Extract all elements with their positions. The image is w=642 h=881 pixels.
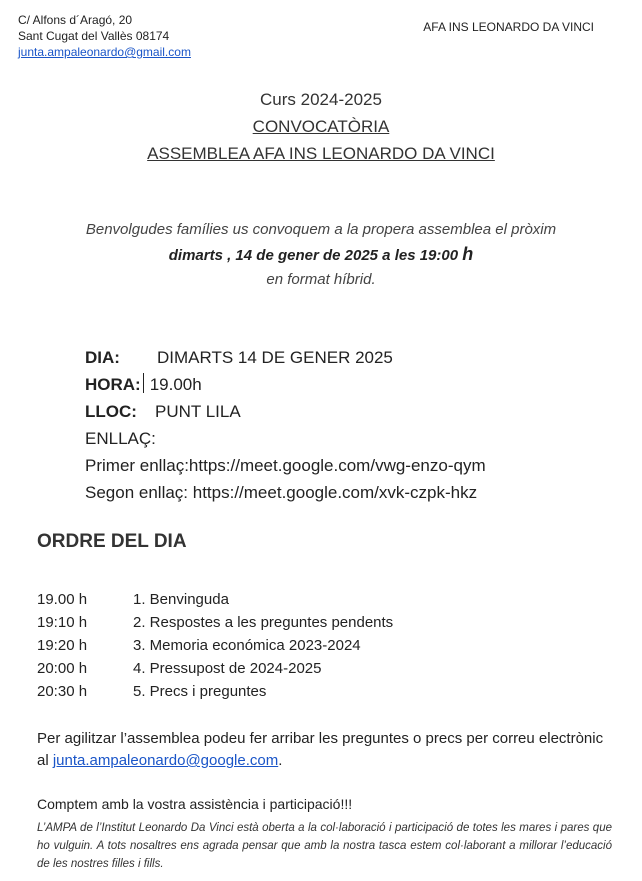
agenda-text: 1. Benvinguda [133, 591, 229, 608]
lloc-label: LLOC: [85, 402, 137, 421]
intro-paragraph [0, 218, 642, 292]
agenda-item [37, 680, 393, 703]
agenda-list [37, 588, 393, 703]
agenda-time: 19:20 h [37, 637, 88, 654]
detail-dia [85, 344, 486, 371]
document-subtitle: ASSEMBLEA AFA INS LEONARDO DA VINCI [147, 144, 495, 163]
address-street: C/ Alfons d´Aragó, 20 [18, 13, 133, 27]
dia-value: DIMARTS 14 DE GENER 2025 [157, 348, 393, 367]
agenda-time: 19:10 h [37, 614, 88, 631]
intro-format: en format híbrid. [266, 271, 376, 288]
agenda-text: 2. Respostes a les preguntes pendents [133, 614, 394, 631]
meet-link-1: Primer enllaç:https://meet.google.com/vwg-enzo-qym [85, 456, 486, 475]
hora-value: 19.00h [149, 375, 202, 394]
detail-lloc [85, 398, 486, 425]
agenda-text: 3. Memoria económica 2023-2024 [133, 637, 361, 654]
note-email-link[interactable]: junta.ampaleonardo@google.com [52, 752, 279, 769]
agenda-time: 20:30 h [37, 683, 88, 700]
meet-link-2: Segon enllaç: https://meet.google.com/xvk-czpk-hkz [85, 483, 478, 502]
agenda-item [37, 588, 393, 611]
agenda-item [37, 634, 393, 657]
thanks-line: Comptem amb la vostra assistència i participació!!! [37, 796, 353, 812]
note-end: . [278, 752, 283, 769]
school-year: Curs 2024-2025 [260, 90, 382, 109]
address-block [18, 12, 191, 60]
document-heading [0, 86, 642, 167]
organization-name: AFA INS LEONARDO DA VINCI [423, 20, 594, 34]
intro-line: Benvolgudes famílies us convoquem a la propera assemblea el pròxim [85, 221, 557, 238]
intro-date-hour: h [462, 244, 474, 264]
footer-note: L’AMPA de l’Institut Leonardo Da Vinci està oberta a la col·laboració i participació de totes les mares i pares que ho vulguin. A tots nosaltres ens agrada pensar que amb la nostra tasca estem col·laborant a millorar l’educació de les nostres filles i fills. [37, 822, 612, 870]
meeting-details [85, 344, 486, 506]
agenda-title: ORDRE DEL DIA [37, 531, 187, 552]
agenda-text: 5. Precs i preguntes [133, 683, 267, 700]
enllac-label: ENLLAÇ: [85, 429, 156, 448]
intro-date-text: dimarts , 14 de gener de 2025 a les 19:00 [168, 247, 463, 264]
agenda-item [37, 657, 393, 680]
agenda-text: 4. Pressupost de 2024-2025 [133, 660, 322, 677]
email-link[interactable]: junta.ampaleonardo@gmail.com [18, 45, 191, 59]
agenda-item [37, 611, 393, 634]
intro-date [0, 242, 642, 268]
text-cursor [143, 373, 144, 393]
hora-label: HORA: [85, 375, 141, 394]
address-city: Sant Cugat del Vallès 08174 [18, 29, 170, 43]
lloc-value: PUNT LILA [155, 402, 241, 421]
dia-label: DIA: [85, 348, 120, 367]
document-title: CONVOCATÒRIA [252, 117, 390, 136]
detail-hora [85, 371, 486, 398]
agenda-time: 19.00 h [37, 591, 88, 608]
note-text: Per agilitzar l’assemblea podeu fer arribar les preguntes o precs per correu electrònic al [37, 730, 604, 769]
agenda-time: 20:00 h [37, 660, 88, 677]
questions-note [37, 728, 607, 772]
